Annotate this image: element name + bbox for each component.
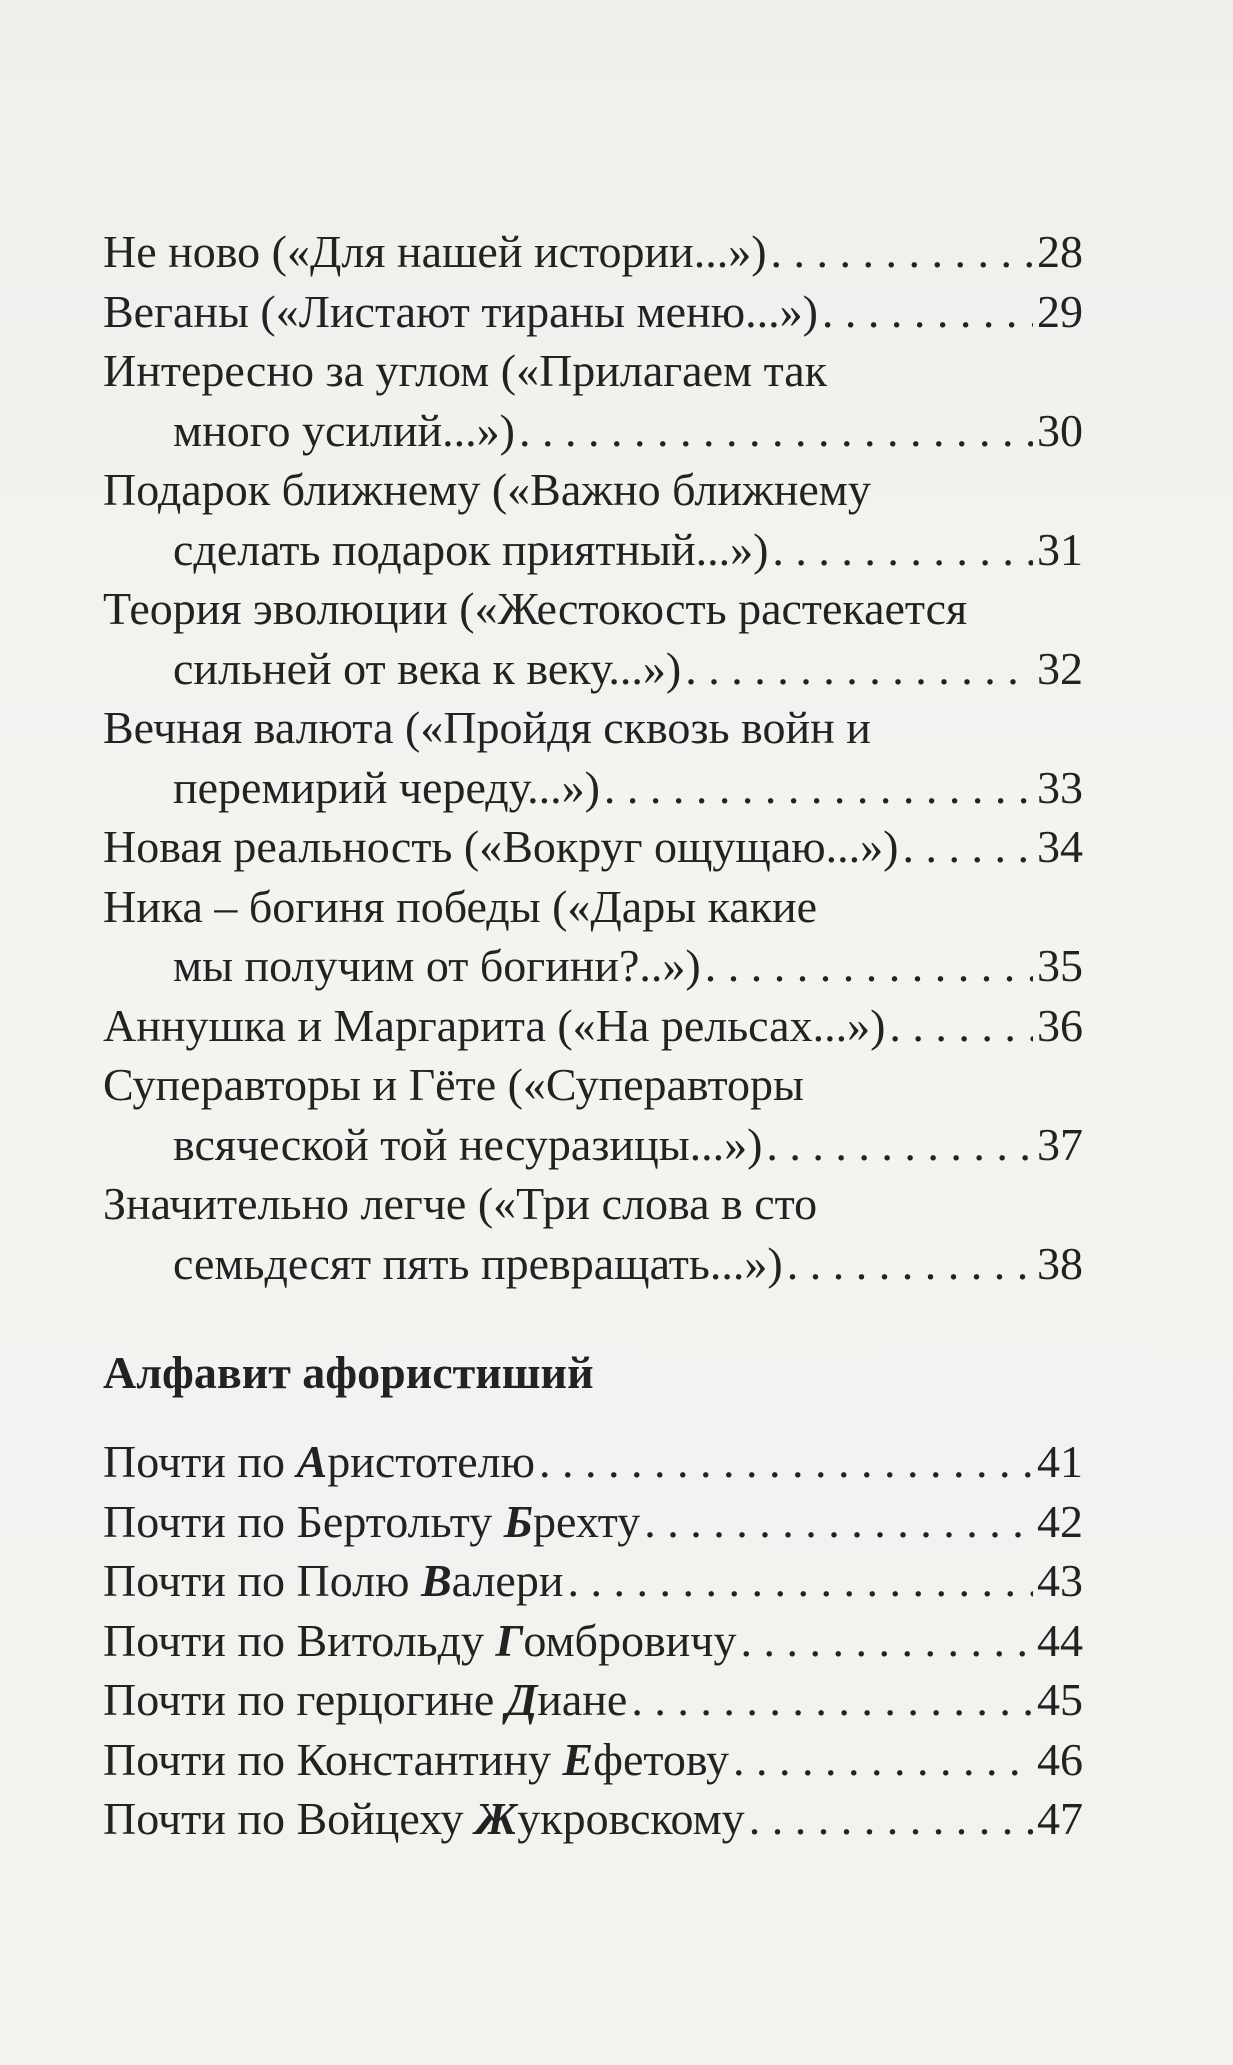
toc-entry-title: Не ново («Для нашей истории...»): [103, 226, 767, 277]
dot-leader: [539, 1432, 1033, 1492]
toc-page-number: 38: [1037, 1237, 1083, 1289]
dot-leader: [772, 520, 1033, 580]
alphabet-entry: [103, 1432, 1083, 1492]
toc-entry-line-continued: [103, 1115, 1083, 1175]
toc-entry-line: [103, 341, 1083, 401]
toc-page-number: 32: [1037, 642, 1083, 694]
alphabet-entry: [103, 1730, 1083, 1790]
highlighted-letter: Д: [505, 1674, 538, 1725]
toc-entry-line-continued: [103, 1234, 1083, 1294]
alphabet-entry-title: [103, 1670, 627, 1730]
highlighted-letter: Г: [495, 1614, 524, 1666]
toc-entry-title-continued: много усилий...»): [173, 404, 515, 456]
alphabet-entry: [103, 1611, 1083, 1671]
toc-entry-title: Вечная валюта («Пройдя сквозь войн и: [103, 702, 871, 753]
title-prefix: Почти по Константину: [103, 1733, 563, 1785]
toc-entry-title: Веганы («Листают тираны меню...»): [103, 285, 818, 337]
title-prefix: Почти по Полю: [103, 1555, 421, 1606]
alphabet-entry-title: [103, 1789, 745, 1849]
title-prefix: Почти по Витольду: [103, 1614, 496, 1666]
toc-page-number: 35: [1037, 940, 1083, 991]
alphabet-entry: [103, 1551, 1083, 1611]
dot-leader: [733, 1730, 1033, 1790]
toc-page-number: 44: [1037, 1614, 1083, 1666]
toc-entry-line-continued: [103, 639, 1083, 699]
dot-leader: [787, 1234, 1033, 1294]
toc-entry-title: Теория эволюции («Жестокость растекается: [103, 583, 968, 634]
dot-leader: [749, 1789, 1033, 1849]
toc-entry: [103, 222, 1083, 282]
dot-leader: [766, 1115, 1033, 1175]
toc-entry: [103, 282, 1083, 342]
toc-entry-title: Суперавторы и Гёте («Суперавторы: [103, 1059, 804, 1110]
toc-entry-title-continued: мы получим от богини?..»): [173, 940, 701, 991]
toc-entry: [103, 460, 1083, 579]
alphabet-entry-title: [103, 1432, 535, 1492]
toc-page-number: 43: [1037, 1555, 1083, 1606]
toc-entry-line: [103, 1174, 1083, 1234]
title-suffix: иане: [537, 1674, 628, 1725]
title-suffix: ристотелю: [327, 1436, 535, 1487]
toc-page-number: 29: [1037, 285, 1083, 337]
dot-leader: [902, 817, 1033, 877]
alphabet-entry: [103, 1492, 1083, 1552]
toc-entry-title: Интересно за углом («Прилагаем так: [103, 345, 828, 396]
alphabet-entry-title: [103, 1611, 736, 1671]
toc-entry-line-continued: [103, 520, 1083, 580]
toc-entry-title: Значительно легче («Три слова в сто: [103, 1178, 818, 1229]
toc-page-number: 36: [1037, 999, 1083, 1051]
highlighted-letter: Е: [562, 1733, 594, 1785]
toc-entry-title: Подарок ближнему («Важно ближнему: [103, 464, 871, 515]
toc-entry-title: Новая реальность («Вокруг ощущаю...»): [103, 821, 899, 872]
toc-entry-line: [103, 1055, 1083, 1115]
dot-leader: [631, 1670, 1033, 1730]
toc-entry-line-continued: [103, 758, 1083, 818]
title-suffix: фетову: [593, 1733, 730, 1785]
toc-page-number: 34: [1037, 821, 1083, 872]
toc-entry-title-continued: сделать подарок приятный...»): [173, 523, 769, 575]
dot-leader: [519, 401, 1033, 461]
toc-page-number: 33: [1037, 761, 1083, 813]
toc-page-number: 47: [1037, 1793, 1083, 1844]
toc-entry-title-continued: сильней от века к веку...»): [173, 642, 682, 694]
toc-entry-line: [103, 460, 1083, 520]
highlighted-letter: А: [296, 1436, 328, 1487]
toc-entry-line: [103, 996, 1083, 1056]
toc-entry: [103, 1055, 1083, 1174]
alphabet-entry-title: [103, 1551, 563, 1611]
alphabet-entry: [103, 1789, 1083, 1849]
alphabet-entry: [103, 1670, 1083, 1730]
toc-entry-title: Ника – богиня победы («Дары какие: [103, 880, 818, 932]
dot-leader: [685, 639, 1033, 699]
dot-leader: [771, 222, 1033, 282]
toc-entry-line: [103, 282, 1083, 342]
toc-page-number: 41: [1037, 1436, 1083, 1487]
toc-entry: [103, 996, 1083, 1056]
table-of-contents: [103, 222, 1083, 1293]
toc-entry-title-continued: всяческой той несуразицы...»): [173, 1118, 763, 1170]
dot-leader: [644, 1492, 1033, 1552]
toc-entry: [103, 1174, 1083, 1293]
dot-leader: [567, 1551, 1033, 1611]
toc-page-number: 46: [1037, 1733, 1083, 1785]
dot-leader: [822, 282, 1033, 342]
toc-page-number: 37: [1037, 1118, 1083, 1170]
toc-entry-line: [103, 817, 1083, 877]
toc-entry-line-continued: [103, 401, 1083, 461]
toc-entry-title-continued: семьдесят пять превращать...»): [173, 1237, 783, 1289]
dot-leader: [889, 996, 1033, 1056]
toc-page-number: 28: [1037, 226, 1083, 277]
toc-entry-title-continued: перемирий череду...»): [173, 761, 600, 813]
alphabet-entry-title: [103, 1492, 640, 1552]
highlighted-letter: Ж: [474, 1793, 518, 1844]
toc-entry-line: [103, 698, 1083, 758]
toc-page-number: 42: [1037, 1495, 1083, 1547]
toc-page-number: 45: [1037, 1674, 1083, 1725]
highlighted-letter: Б: [503, 1495, 534, 1547]
toc-entry-title: Аннушка и Маргарита («На рельсах...»): [103, 999, 886, 1051]
toc-page-number: 30: [1037, 404, 1083, 456]
dot-leader: [604, 758, 1033, 818]
alphabet-contents: [103, 1432, 1083, 1849]
toc-entry: [103, 698, 1083, 817]
dot-leader: [705, 936, 1033, 996]
toc-entry-line: [103, 222, 1083, 282]
toc-entry-line: [103, 579, 1083, 639]
title-suffix: рехту: [533, 1495, 641, 1547]
alphabet-entry-title: [103, 1730, 729, 1790]
title-prefix: Почти по герцогине: [103, 1674, 506, 1725]
toc-entry: [103, 877, 1083, 996]
toc-entry: [103, 341, 1083, 460]
highlighted-letter: В: [420, 1555, 452, 1606]
title-suffix: омбровичу: [523, 1614, 737, 1666]
title-prefix: Почти по: [103, 1436, 297, 1487]
toc-entry-line-continued: [103, 936, 1083, 996]
toc-page-number: 31: [1037, 523, 1083, 575]
toc-entry-line: [103, 877, 1083, 937]
title-suffix: укровскому: [517, 1793, 745, 1844]
title-prefix: Почти по Бертольту: [103, 1495, 504, 1547]
dot-leader: [740, 1611, 1033, 1671]
title-prefix: Почти по Войцеху: [103, 1793, 475, 1844]
toc-entry: [103, 817, 1083, 877]
title-suffix: алери: [451, 1555, 564, 1606]
toc-entry: [103, 579, 1083, 698]
section-heading: Алфавит афористиший: [103, 1347, 594, 1398]
